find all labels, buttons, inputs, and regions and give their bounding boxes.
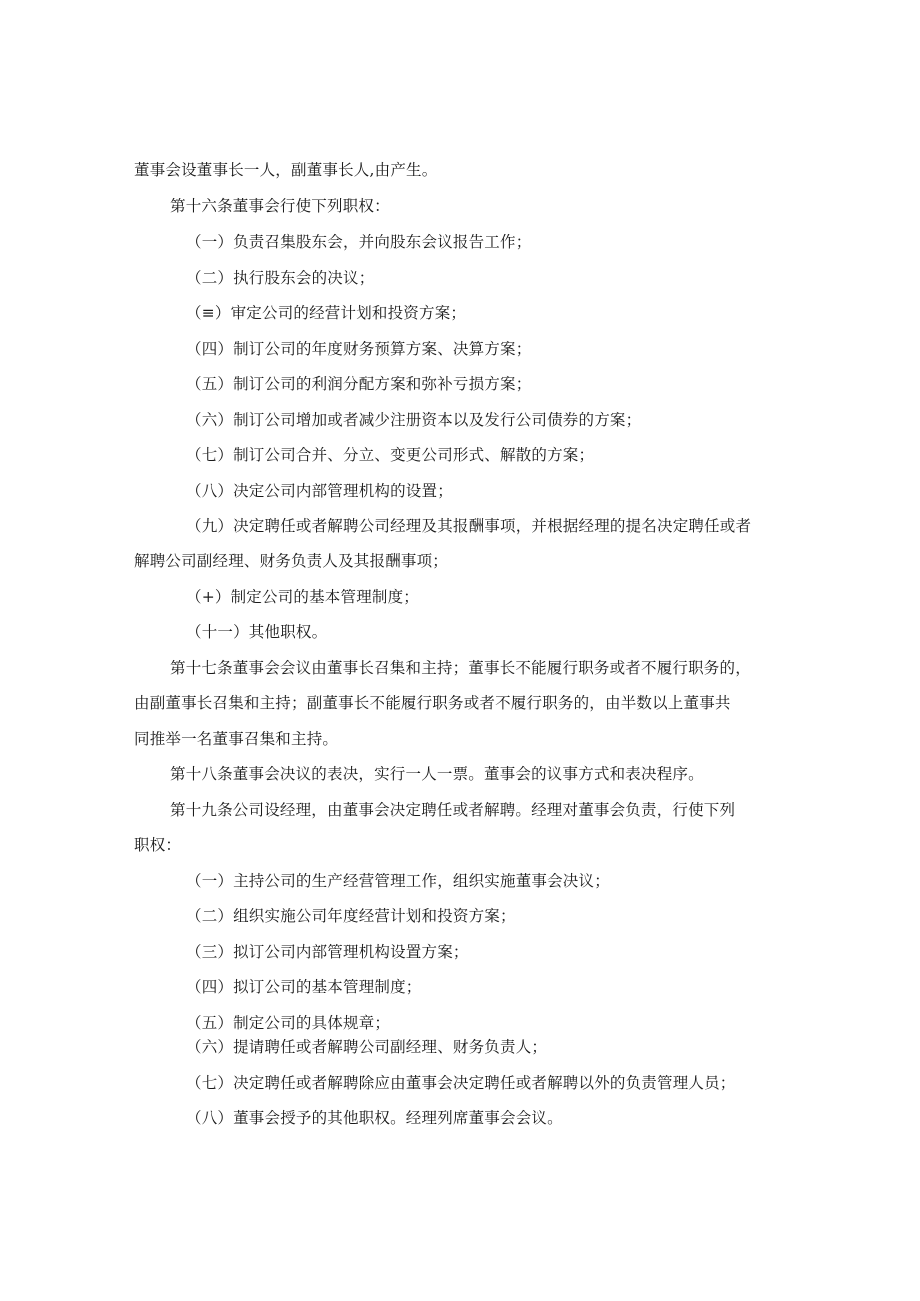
list-item: （六）提请聘任或者解聘公司副经理、财务负责人；	[186, 1038, 548, 1056]
list-item: （四）拟订公司的基本管理制度；	[186, 978, 422, 996]
article-16-heading: 第十六条董事会行使下列职权：	[170, 197, 390, 215]
list-item: （三）拟订公司内部管理机构设置方案；	[186, 943, 469, 961]
list-item: （十一）其他职权。	[186, 623, 328, 641]
list-item: （+）制定公司的基本管理制度；	[186, 588, 419, 606]
list-item: （五）制定公司的具体规章；	[186, 1014, 391, 1032]
list-item: （四）制订公司的年度财务预算方案、决算方案；	[186, 340, 532, 358]
list-item: （八）董事会授予的其他职权。经理列席董事会会议。	[186, 1109, 563, 1127]
list-item: （七）决定聘任或者解聘除应由董事会决定聘任或者解聘以外的负责管理人员；	[186, 1074, 736, 1092]
list-item: （二）执行股东会的决议；	[186, 269, 375, 287]
list-item: （五）制订公司的利润分配方案和弥补亏损方案；	[186, 375, 532, 393]
list-item: （九）决定聘任或者解聘公司经理及其报酬事项，并根据经理的提名决定聘任或者	[186, 517, 752, 535]
article-17-paragraph: 由副董事长召集和主持；副董事长不能履行职务或者不履行职务的，由半数以上董事共	[134, 694, 731, 712]
list-item: （六）制订公司增加或者减少注册资本以及发行公司债券的方案；	[186, 411, 642, 429]
list-item-continuation: 解聘公司副经理、财务负责人及其报酬事项；	[134, 552, 449, 570]
article-19-paragraph: 职权：	[134, 836, 182, 854]
list-item: （八）决定公司内部管理机构的设置；	[186, 482, 453, 500]
article-17-paragraph: 第十七条董事会会议由董事长召集和主持；董事长不能履行职务或者不履行职务的，	[170, 659, 751, 677]
list-item: （七）制订公司合并、分立、变更公司形式、解散的方案；	[186, 446, 595, 464]
list-item: （二）组织实施公司年度经营计划和投资方案；	[186, 907, 516, 925]
list-item: （一）主持公司的生产经营管理工作，组织实施董事会决议；	[186, 872, 610, 890]
list-item: （≡）审定公司的经营计划和投资方案；	[186, 304, 467, 322]
article-19-paragraph: 第十九条公司设经理，由董事会决定聘任或者解聘。经理对董事会负责，行使下列	[170, 801, 736, 819]
article-17-paragraph: 同推举一名董事召集和主持。	[134, 730, 339, 748]
article-18-paragraph: 第十八条董事会决议的表决，实行一人一票。董事会的议事方式和表决程序。	[170, 765, 704, 783]
text-line: 董事会设董事长一人，副董事长人,由产生。	[134, 161, 438, 179]
list-item: （一）负责召集股东会，并向股东会议报告工作；	[186, 233, 532, 251]
